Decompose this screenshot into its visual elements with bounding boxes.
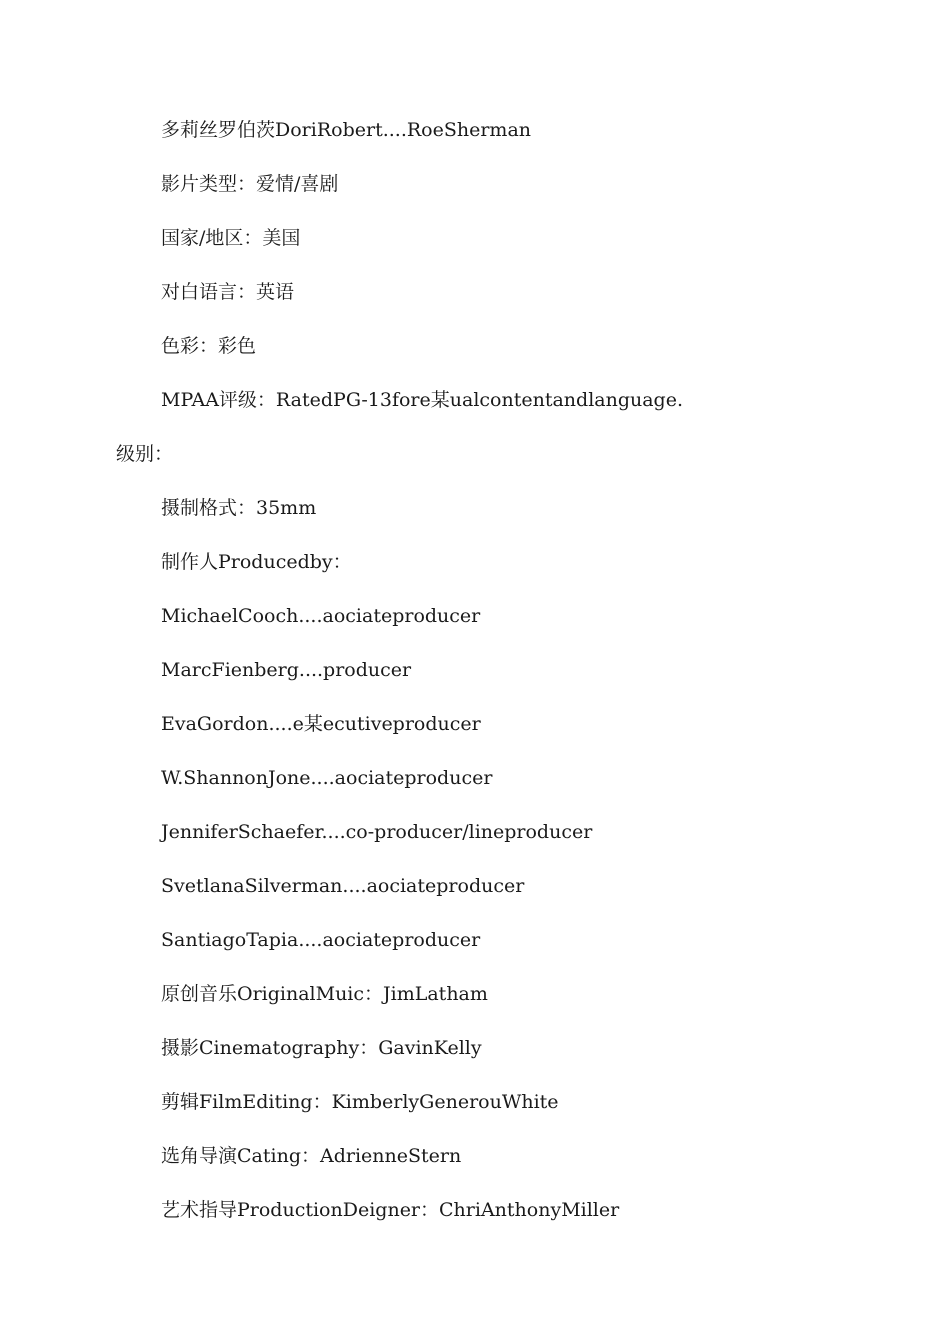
text-line: SantiagoTapia....aociateproducer [161, 929, 481, 951]
text-line: JenniferSchaefer....co-producer/lineproducer [161, 821, 593, 843]
text-line: MarcFienberg....producer [161, 659, 412, 681]
text-line: 摄制格式：35mm [161, 497, 317, 519]
text-line: MichaelCooch....aociateproducer [161, 605, 481, 627]
text-line: 剪辑FilmEditing：KimberlyGenerouWhite [161, 1091, 559, 1113]
text-line: 对白语言：英语 [161, 281, 295, 303]
text-line: 原创音乐OriginalMuic：JimLatham [161, 983, 488, 1005]
text-line: 级别： [116, 443, 174, 465]
text-line: 色彩：彩色 [161, 335, 257, 357]
document-body [0, 112, 950, 1246]
text-line: MPAA评级：RatedPG-13fore某ualcontentandlanguage. [161, 389, 684, 411]
text-line: 选角导演Cating：AdrienneStern [161, 1145, 462, 1167]
text-line: W.ShannonJone....aociateproducer [161, 767, 493, 789]
text-line: EvaGordon....e某ecutiveproducer [161, 713, 481, 735]
text-line: 影片类型：爱情/喜剧 [161, 173, 339, 195]
text-line: 制作人Producedby： [161, 551, 352, 573]
text-line: 艺术指导ProductionDeigner：ChriAnthonyMiller [161, 1199, 620, 1221]
text-line: 摄影Cinematography：GavinKelly [161, 1037, 482, 1059]
text-line: 国家/地区：美国 [161, 227, 301, 249]
text-line: 多莉丝罗伯茨DoriRobert....RoeSherman [161, 119, 532, 141]
text-line: SvetlanaSilverman....aociateproducer [161, 875, 525, 897]
